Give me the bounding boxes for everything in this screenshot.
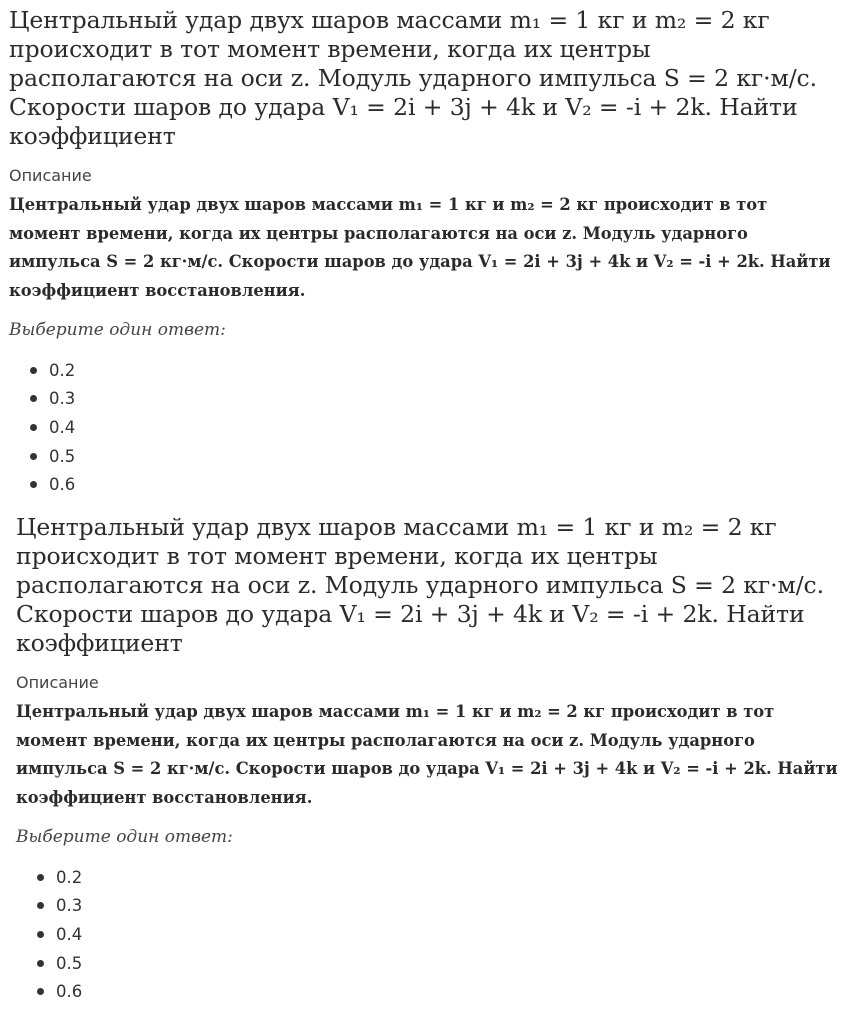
description-label: Описание <box>16 673 99 692</box>
answer-option[interactable] <box>9 442 839 471</box>
answer-option[interactable] <box>9 356 839 385</box>
bullet-icon <box>30 395 37 402</box>
answer-option-label: 0.3 <box>56 896 83 916</box>
question-title: Центральный удар двух шаров массами m₁ = 1 кг и m₂ = 2 кг происходит в тот момент времени, когда их центры располагаются на оси z. Модуль ударного импульса S = 2 кг·м/с. Скорости шаров до удара V₁ = 2i + 3j + 4k и V₂ = -i + 2k. Найти коэффициент <box>16 513 824 657</box>
question-block-2 <box>16 513 846 1006</box>
answer-options-list <box>9 356 839 499</box>
description-label: Описание <box>9 166 92 185</box>
question-title: Центральный удар двух шаров массами m₁ = 1 кг и m₂ = 2 кг происходит в тот момент времени, когда их центры располагаются на оси z. Модуль ударного импульса S = 2 кг·м/с. Скорости шаров до удара V₁ = 2i + 3j + 4k и V₂ = -i + 2k. Найти коэффициент <box>9 6 817 150</box>
bullet-icon <box>37 988 44 995</box>
answer-option[interactable] <box>9 470 839 499</box>
answer-prompt: Выберите один ответ: <box>16 827 233 847</box>
bullet-icon <box>37 931 44 938</box>
bullet-icon <box>37 874 44 881</box>
answer-option-label: 0.3 <box>49 389 76 409</box>
answer-option[interactable] <box>16 863 846 892</box>
answer-options-list <box>16 863 846 1006</box>
answer-option-label: 0.4 <box>56 924 83 944</box>
bullet-icon <box>37 960 44 967</box>
answer-option-label: 0.6 <box>49 475 76 495</box>
answer-option-label: 0.2 <box>49 360 76 380</box>
answer-option[interactable] <box>9 385 839 414</box>
bullet-icon <box>37 902 44 909</box>
description-text: Центральный удар двух шаров массами m₁ = 1 кг и m₂ = 2 кг происходит в тот момент времени, когда их центры располагаются на оси z. Модуль ударного импульса S = 2 кг·м/с. Скорости шаров до удара V₁ = 2i + 3j + 4k и V₂ = -i + 2k. Найти коэффициент восстановления. <box>9 195 831 300</box>
bullet-icon <box>30 453 37 460</box>
answer-prompt: Выберите один ответ: <box>9 320 226 340</box>
description-text: Центральный удар двух шаров массами m₁ = 1 кг и m₂ = 2 кг происходит в тот момент времени, когда их центры располагаются на оси z. Модуль ударного импульса S = 2 кг·м/с. Скорости шаров до удара V₁ = 2i + 3j + 4k и V₂ = -i + 2k. Найти коэффициент восстановления. <box>16 702 838 807</box>
answer-option-label: 0.2 <box>56 867 83 887</box>
answer-option-label: 0.5 <box>56 953 83 973</box>
answer-option-label: 0.4 <box>49 417 76 437</box>
answer-option[interactable] <box>9 413 839 442</box>
question-block-1 <box>9 6 839 499</box>
bullet-icon <box>30 424 37 431</box>
bullet-icon <box>30 481 37 488</box>
answer-option-label: 0.6 <box>56 982 83 1002</box>
answer-option[interactable] <box>16 977 846 1006</box>
answer-option[interactable] <box>16 949 846 978</box>
answer-option-label: 0.5 <box>49 446 76 466</box>
answer-option[interactable] <box>16 920 846 949</box>
bullet-icon <box>30 367 37 374</box>
answer-option[interactable] <box>16 892 846 921</box>
